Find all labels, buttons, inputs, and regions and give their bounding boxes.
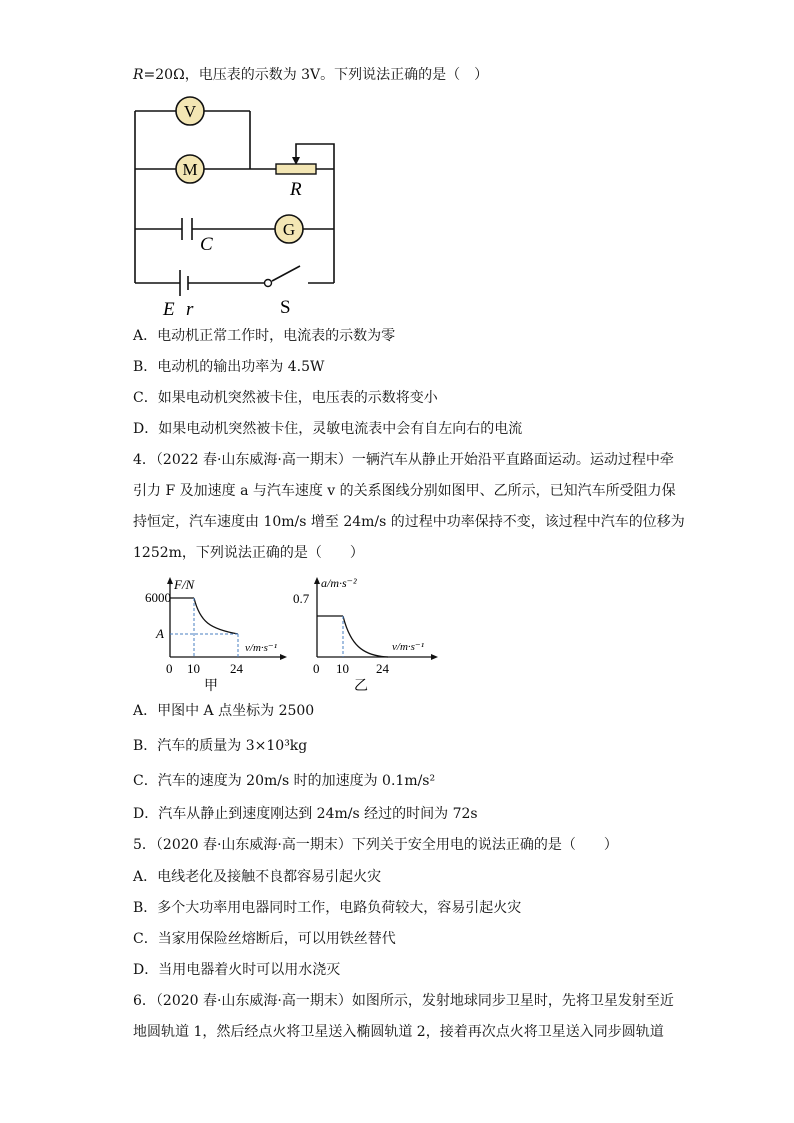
q3-option-c: C．如果电动机突然被卡住，电压表的示数将变小 xyxy=(133,390,438,406)
q5-option-d: D．当用电器着火时可以用水浇灭 xyxy=(133,962,341,978)
q4-option-a: A．甲图中 A 点坐标为 2500 xyxy=(133,703,315,719)
jia-caption: 甲 xyxy=(204,679,218,694)
q6-stem-line-2: 地圆轨道 1，然后经点火将卫星送入椭圆轨道 2，接着再次点火将卫星送入同步圆轨道 xyxy=(133,1024,664,1040)
q5-stem: 5．（2020 春·山东威海·高一期末）下列关于安全用电的说法正确的是（ ） xyxy=(133,837,618,853)
resistor-label: R xyxy=(290,179,302,200)
jia-x-tick-24: 24 xyxy=(230,661,243,676)
circuit-diagram xyxy=(120,92,350,322)
q6-stem-line-1: 6．（2020 春·山东威海·高一期末）如图所示，发射地球同步卫星时，先将卫星发射至近 xyxy=(133,993,674,1009)
q3-option-b: B．电动机的输出功率为 4.5W xyxy=(133,359,325,375)
yi-x-tick-10: 10 xyxy=(336,661,349,676)
jia-y-top-tick: 6000 xyxy=(145,590,171,605)
q3-stem-variable: R xyxy=(133,67,144,83)
q4-option-c: C．汽车的速度为 20m/s 时的加速度为 0.1m/s² xyxy=(133,773,436,789)
q5-option-b: B．多个大功率用电器同时工作，电路负荷较大，容易引起火灾 xyxy=(133,900,522,916)
q3-stem-text: =20Ω，电压表的示数为 3V。下列说法正确的是（ ） xyxy=(143,67,489,83)
emf-label: E xyxy=(163,299,175,320)
yi-x-tick-0: 0 xyxy=(313,661,320,676)
yi-y-top-tick: 0.7 xyxy=(293,591,310,606)
yi-y-axis-label: a/m·s⁻² xyxy=(321,576,357,590)
q3-option-a: A．电动机正常工作时，电流表的示数为零 xyxy=(133,328,396,344)
q3-option-d: D．如果电动机突然被卡住，灵敏电流表中会有自左向右的电流 xyxy=(133,421,523,437)
q4-stem-line-1: 4．（2022 春·山东威海·高一期末）一辆汽车从静止开始沿平直路面运动。运动过程中牵 xyxy=(133,452,674,468)
jia-y-axis-label: F/N xyxy=(174,577,195,592)
yi-x-axis-label: v/m·s⁻¹ xyxy=(392,641,425,653)
jia-x-tick-0: 0 xyxy=(166,661,173,676)
q4-option-d: D．汽车从静止到速度刚达到 24m/s 经过的时间为 72s xyxy=(133,806,478,822)
voltmeter-label: V xyxy=(183,102,197,121)
q4-stem-line-3: 持恒定，汽车速度由 10m/s 增至 24m/s 的过程中功率保持不变，该过程中汽车的位移为 xyxy=(133,514,685,530)
q4-stem-line-4: 1252m，下列说法正确的是（ ） xyxy=(133,545,364,561)
resistor-symbol xyxy=(276,164,316,174)
q3-stem xyxy=(133,66,488,84)
switch-contact xyxy=(265,280,272,287)
q4-option-b: B．汽车的质量为 3×10³kg xyxy=(133,738,308,754)
yi-caption: 乙 xyxy=(354,679,368,694)
jia-y-mid-tick: A xyxy=(156,626,164,641)
jia-x-tick-10: 10 xyxy=(187,661,200,676)
q5-option-c: C．当家用保险丝熔断后，可以用铁丝替代 xyxy=(133,931,396,947)
graph-yi xyxy=(290,572,440,697)
motor-label: M xyxy=(182,160,198,179)
galvanometer-label: G xyxy=(282,220,296,239)
switch-label: S xyxy=(280,297,291,318)
q4-stem-line-2: 引力 F 及加速度 a 与汽车速度 v 的关系图线分别如图甲、乙所示，已知汽车所受阻力保 xyxy=(133,483,676,499)
graph-jia xyxy=(145,572,290,697)
jia-x-axis-label: v/m·s⁻¹ xyxy=(245,642,278,654)
q5-option-a: A．电线老化及接触不良都容易引起火灾 xyxy=(133,869,382,885)
yi-x-tick-24: 24 xyxy=(376,661,389,676)
capacitor-label: C xyxy=(200,234,213,255)
internal-resistance-label: r xyxy=(186,299,194,320)
